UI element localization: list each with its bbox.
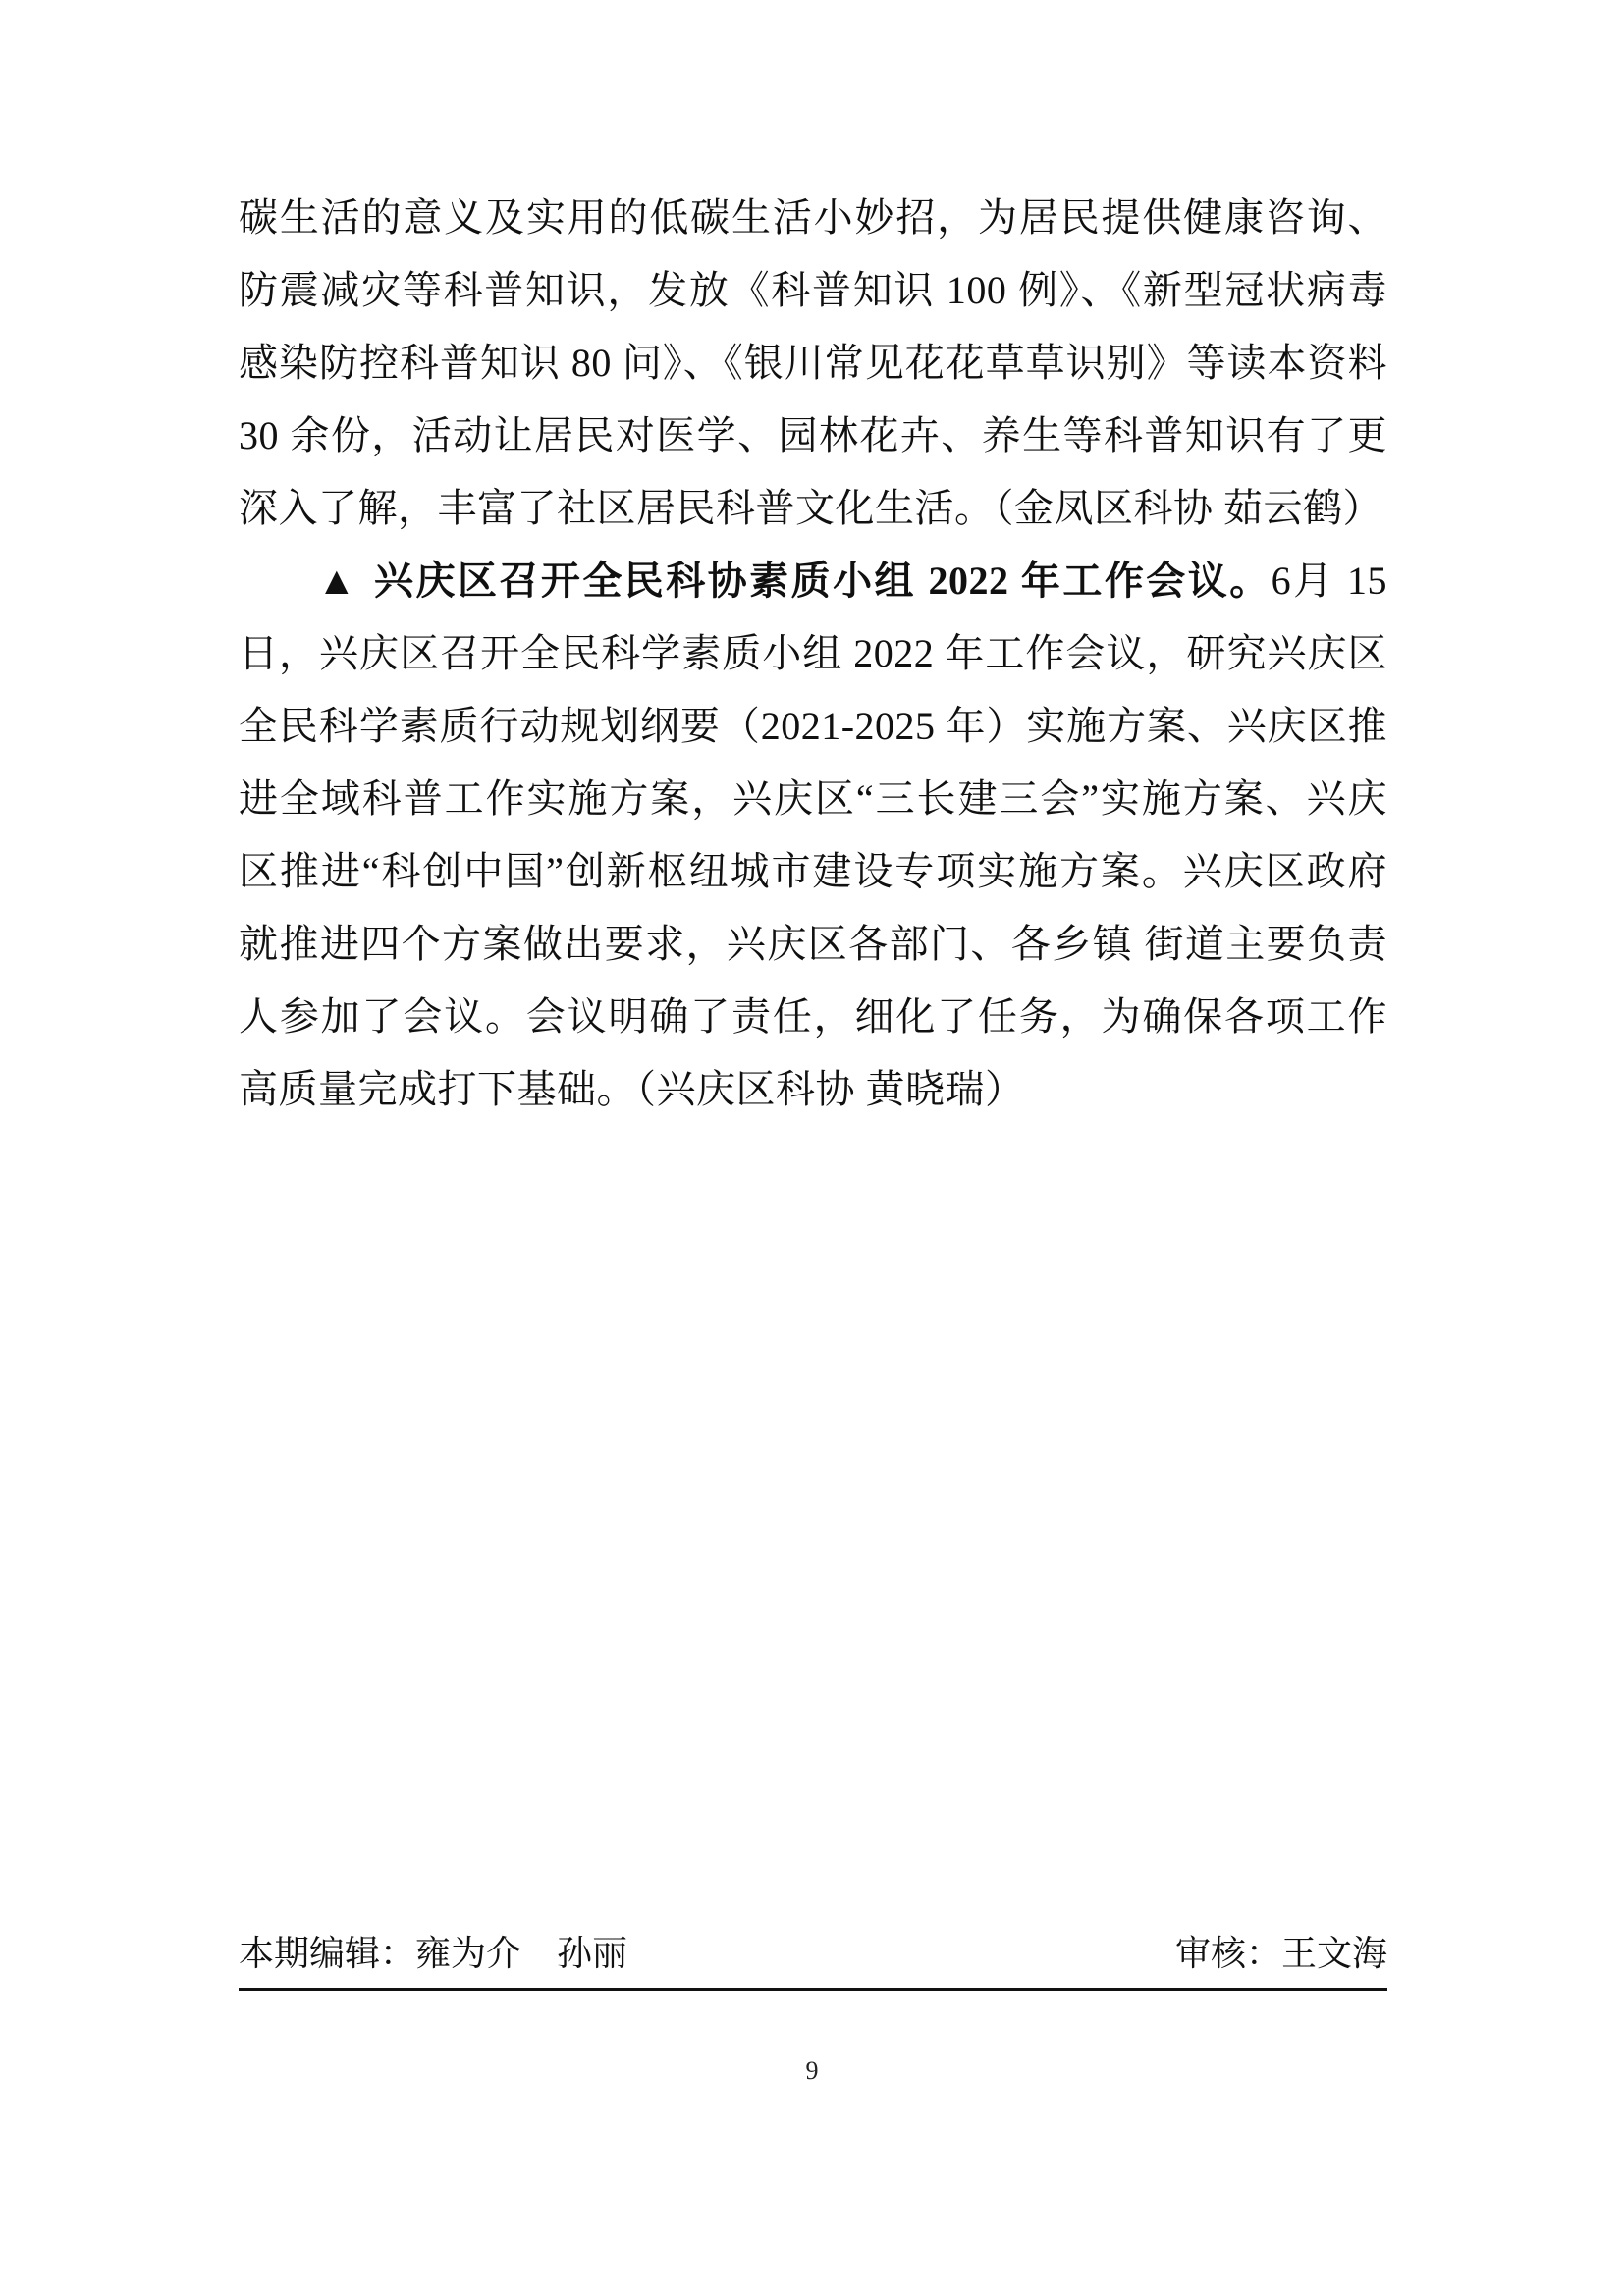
paragraph-continuation: 碳生活的意义及实用的低碳生活小妙招，为居民提供健康咨询、防震减灾等科普知识，发放《科普知识 100 例》、《新型冠状病毒感染防控科普知识 80 问》、《银川常见花花草草识别》等读本资料 30 余份，活动让居民对医学、园林花卉、养生等科普知识有了更深入了解，丰富了社区居民科普文化生活。（金凤区科协 茹云鹤） (239, 195, 1387, 530)
document-body (239, 182, 1387, 1126)
footer-editor: 本期编辑：雍为介 孙丽 (239, 1934, 628, 1973)
triangle-bullet-icon: ▲ (317, 559, 362, 603)
highlight-title: 兴庆区召开全民科协素质小组 2022 年工作会议。 (374, 559, 1272, 603)
highlight-body: 6月 15 日，兴庆区召开全民科学素质小组 2022 年工作会议，研究兴庆区全民科学素质行动规划纲要（2021-2025 年）实施方案、兴庆区推进全域科普工作实施方案，兴庆区“三长建三会”实施方案、兴庆区推进“科创中国”创新枢纽城市建设专项实施方案。兴庆区政府就推进四个方案做出要求，兴庆区各部门、各乡镇 街道主要负责人参加了会议。会议明确了责任，细化了任务，为确保各项工作高质量完成打下基础。（兴庆区科协 黄晓瑞） (239, 559, 1388, 1111)
page-footer (239, 1929, 1387, 1991)
page-number: 9 (805, 2056, 819, 2085)
paragraph-highlight (239, 545, 1387, 1126)
footer-reviewer: 审核：王文海 (1174, 1934, 1387, 1973)
